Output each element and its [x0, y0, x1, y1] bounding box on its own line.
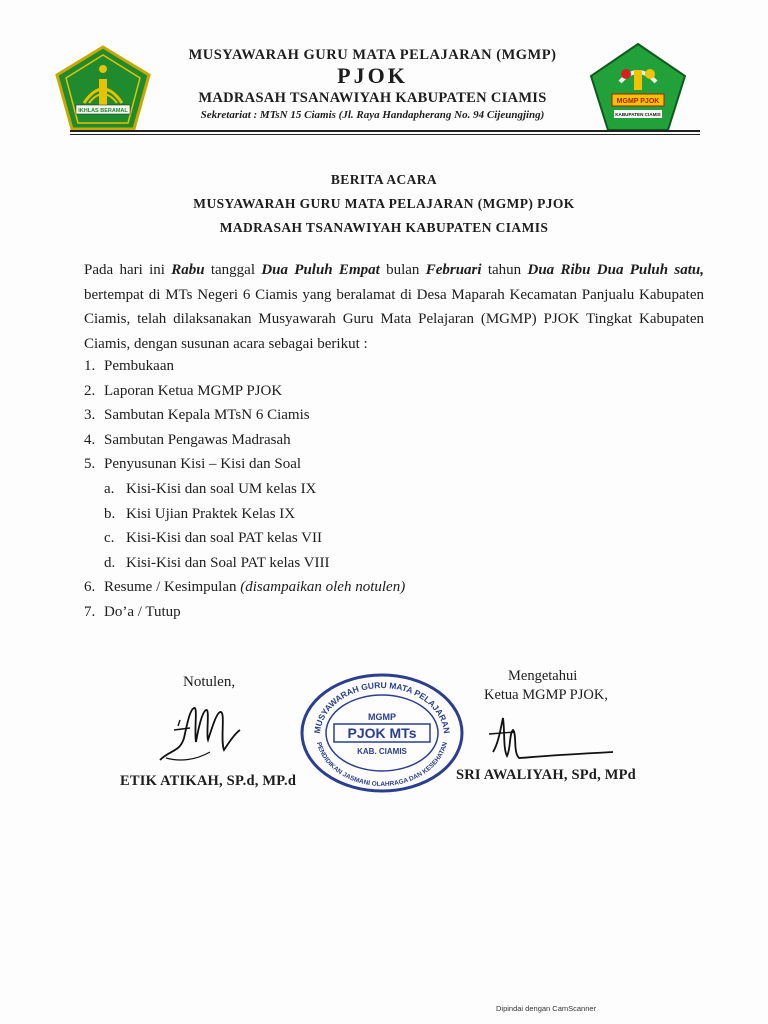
list-number: 4.	[84, 431, 96, 448]
list-letter: a.	[104, 480, 115, 497]
list-item	[84, 575, 644, 600]
list-text	[104, 575, 405, 600]
letterhead-secretariat: Sekretariat : MTsN 15 Ciamis (Jl. Raya Handapherang No. 94 Cijeungjing)	[200, 109, 545, 121]
approver-name: SRI AWALIYAH, SPd, MPd	[456, 767, 636, 783]
letterhead-org: MUSYAWARAH GURU MATA PELAJARAN (MGMP)	[188, 47, 557, 63]
sub-list-item	[84, 477, 644, 502]
list-number: 2.	[84, 382, 96, 399]
agenda-list	[84, 354, 644, 625]
sub-list-item	[84, 526, 644, 551]
stamp-mgmp: MGMP	[368, 712, 396, 722]
approval-label: Mengetahui	[508, 668, 578, 684]
list-item	[84, 428, 644, 453]
list-text-note: (disampaikan oleh notulen)	[240, 579, 406, 596]
intro-day: Rabu	[171, 262, 205, 278]
list-item	[84, 403, 644, 428]
list-letter: b.	[104, 505, 116, 522]
list-letter: c.	[104, 530, 115, 547]
intro-date: Dua Puluh Empat	[261, 262, 380, 278]
list-item	[84, 600, 644, 625]
signature-right-icon	[485, 712, 615, 767]
sub-list-item	[84, 502, 644, 527]
stamp-main: PJOK MTs	[347, 725, 417, 741]
document-title: BERITA ACARA	[330, 172, 438, 187]
sub-list-item	[84, 551, 644, 576]
scanner-footer: Dipindai dengan CamScanner	[496, 1004, 597, 1013]
list-number: 1.	[84, 358, 96, 374]
list-text: Kisi-Kisi dan Soal PAT kelas VIII	[126, 554, 330, 571]
right-logo-subtext: KABUPATEN CIAMIS	[615, 112, 661, 117]
letterhead-subject: PJOK	[337, 63, 408, 88]
document-subtitle-2: MADRASAH TSANAWIYAH KABUPATEN CIAMIS	[219, 220, 549, 235]
list-item	[84, 379, 644, 404]
list-text: Do’a / Tutup	[104, 603, 181, 620]
list-item	[84, 354, 644, 379]
right-logo-text: MGMP PJOK	[616, 98, 660, 105]
intro-text: tanggal	[204, 262, 262, 278]
list-text: Kisi-Kisi dan soal PAT kelas VII	[126, 530, 322, 547]
notulen-name: ETIK ATIKAH, SP.d, MP.d	[120, 773, 297, 789]
intro-month: Februari	[425, 262, 482, 278]
intro-text: Pada hari ini	[84, 262, 172, 278]
approver-role: Ketua MGMP PJOK,	[484, 687, 608, 703]
list-number: 7.	[84, 603, 96, 620]
stamp-outer-top: MUSYAWARAH GURU MATA PELAJARAN	[311, 679, 452, 735]
list-number: 6.	[84, 579, 96, 596]
stamp-outer-bottom: PENDIDIKAN JASMANI OLAHRAGA DAN KESEHATAN	[314, 741, 450, 789]
letterhead-divider-thin	[70, 134, 700, 135]
intro-text: bulan	[379, 262, 426, 278]
letterhead	[150, 46, 595, 122]
intro-paragraph	[84, 258, 704, 356]
notulen-label: Notulen,	[183, 674, 236, 690]
document-subtitle-1: MUSYAWARAH GURU MATA PELAJARAN (MGMP) PJOK	[193, 196, 575, 211]
list-number: 3.	[84, 407, 96, 424]
kemenag-logo-icon	[54, 45, 152, 131]
mgmp-pjok-logo-icon	[588, 42, 688, 132]
list-text: Kisi-Kisi dan soal UM kelas IX	[126, 480, 317, 497]
stamp-sub: KAB. CIAMIS	[357, 747, 407, 756]
list-text: Pembukaan	[104, 358, 174, 374]
list-text-main: Resume / Kesimpulan	[104, 579, 241, 596]
intro-text: tahun	[481, 262, 528, 278]
left-logo-text: IKHLAS BERAMAL	[78, 108, 128, 114]
letterhead-divider-thick	[70, 130, 700, 132]
official-stamp-icon	[298, 672, 466, 794]
list-item	[84, 452, 644, 477]
list-text: Kisi Ujian Praktek Kelas IX	[126, 505, 296, 522]
list-number: 5.	[84, 456, 96, 473]
signature-left-icon	[150, 690, 250, 775]
list-text: Laporan Ketua MGMP PJOK	[104, 382, 283, 399]
intro-text: bertempat di MTs Negeri 6 Ciamis yang beralamat di Desa Maparah Kecamatan Panjualu Kabupaten Ciamis, telah dilaksanakan Musyawarah Guru Mata Pelajaran (MGMP) PJOK Tingkat Kabupaten Ciamis, dengan susunan acara sebagai berikut :	[84, 286, 704, 352]
letterhead-institution: MADRASAH TSANAWIYAH KABUPATEN CIAMIS	[198, 90, 547, 106]
list-text: Sambutan Pengawas Madrasah	[104, 431, 291, 448]
intro-year: Dua Ribu Dua Puluh satu,	[527, 262, 704, 278]
list-letter: d.	[104, 554, 116, 571]
list-text: Penyusunan Kisi – Kisi dan Soal	[104, 456, 302, 473]
list-text: Sambutan Kepala MTsN 6 Ciamis	[104, 407, 310, 424]
